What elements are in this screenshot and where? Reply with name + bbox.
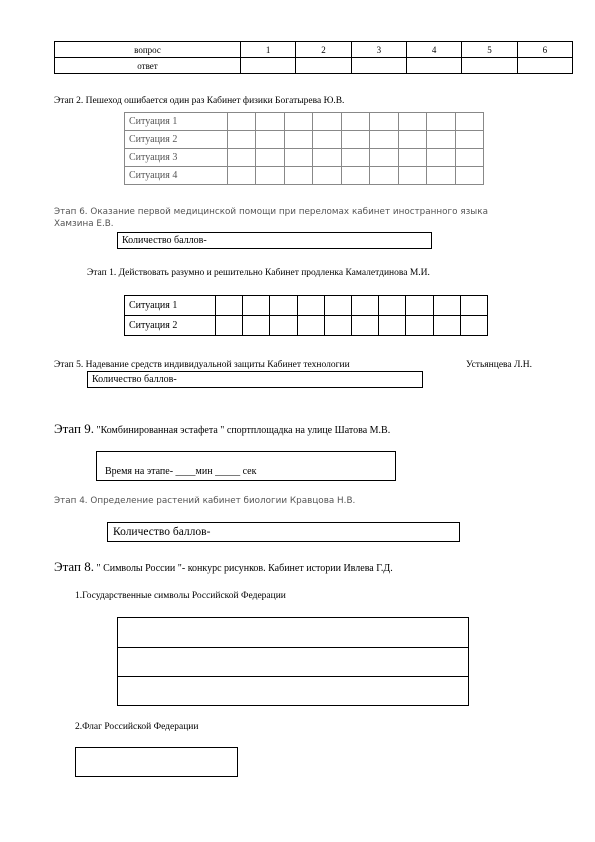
stage1-table [124,295,488,336]
score-label: Количество баллов- [92,374,177,385]
question-number: 6 [517,42,572,58]
stage4-score-box[interactable] [107,522,460,542]
stage4-heading: Этап 4. Определение растений кабинет биологии Кравцова Н.В. [54,496,356,506]
situation-label: Ситуация 1 [125,113,228,131]
score-label: Количество баллов- [113,526,211,538]
table-row [125,316,488,336]
answer-cell[interactable] [351,58,406,74]
answer-cell[interactable] [241,58,296,74]
stage9-title: "Комбинированная эстафета " спортплощадка на улице Шатова М.В. [93,425,391,436]
question-number: 3 [351,42,406,58]
stage5-score-box[interactable] [87,371,423,388]
table-row [55,58,573,74]
stage5-heading: Этап 5. Надевание средств индивидуальной защиты Кабинет технологии [54,360,350,370]
table-row [55,42,573,58]
table-row [125,131,484,149]
time-label: Время на этапе- ____мин _____ сек [105,466,257,477]
table-row [125,167,484,185]
stage8-heading [54,559,393,575]
stage6-heading-line2: Хамзина Е.В. [54,219,114,229]
stage9-heading [54,421,390,437]
question-label: вопрос [55,42,241,58]
stage8-title: " Символы России "- конкурс рисунков. Кабинет истории Ивлева Г.Д. [93,563,393,574]
stage8-question1: 1.Государственные символы Российской Федерации [75,591,286,601]
stage2-table [124,112,484,185]
question-number: 4 [406,42,461,58]
question-number: 2 [296,42,351,58]
stage8-label: Этап 8. [54,559,94,574]
situation-label: Ситуация 3 [125,149,228,167]
answer-cell[interactable] [462,58,517,74]
situation-label: Ситуация 4 [125,167,228,185]
table-row [125,149,484,167]
stage2-heading: Этап 2. Пешеход ошибается один раз Кабинет физики Богатырева Ю.В. [54,96,345,106]
answer-cell[interactable] [517,58,572,74]
stage8-question2: 2.Флаг Российской Федерации [75,722,199,732]
score-label: Количество баллов- [122,235,207,246]
situation-label: Ситуация 2 [125,131,228,149]
question-number: 1 [241,42,296,58]
divider [118,676,468,677]
stage9-label: Этап 9. [54,421,94,436]
answer-cell[interactable] [406,58,461,74]
answer-cell[interactable] [296,58,351,74]
stage6-heading-line1: Этап 6. Оказание первой медицинской помощи при переломах кабинет иностранного языка [54,207,488,217]
situation-label: Ситуация 2 [125,316,216,336]
situation-label: Ситуация 1 [125,296,216,316]
stage6-score-box[interactable] [117,232,432,249]
stage5-teacher: Устьянцева Л.Н. [466,360,533,370]
answer-table [54,41,573,74]
table-row [125,296,488,316]
answer-label: ответ [55,58,241,74]
question-number: 5 [462,42,517,58]
drawing-box[interactable] [117,617,469,706]
table-row [125,113,484,131]
divider [118,647,468,648]
stage9-time-box[interactable] [96,451,396,481]
stage1-heading: Этап 1. Действовать разумно и решительно Кабинет продленка Камалетдинова М.И. [87,268,430,278]
flag-box[interactable] [75,747,238,777]
